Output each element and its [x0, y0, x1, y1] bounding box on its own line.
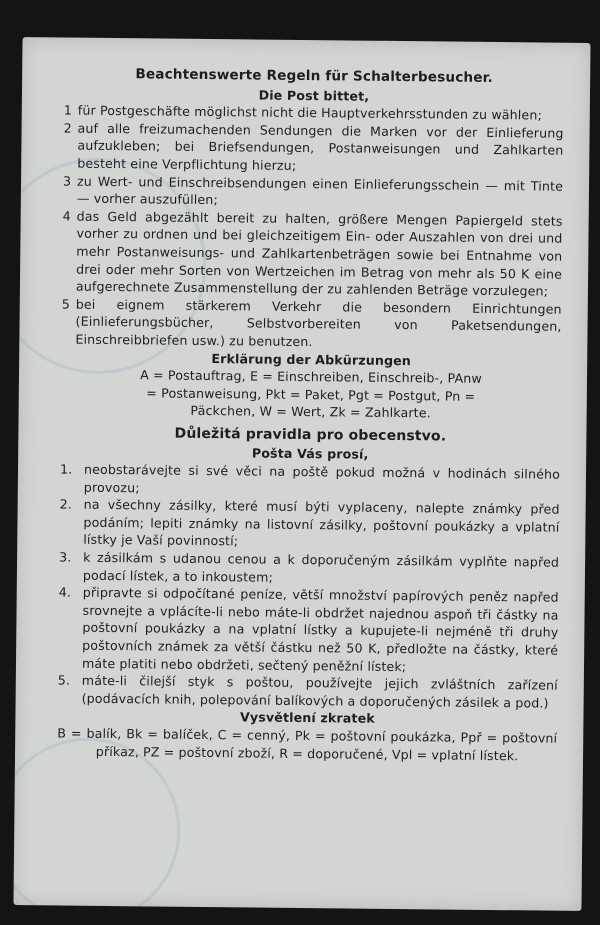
rule-text: k zásilkám s udanou cenou a k doporučeným zásilkám vyplňte napřed podací lístek, a to inkoustem;	[82, 549, 560, 585]
rule-text: bei eignem stärkerem Verkehr die besondern Einrichtungen (Einlieferungsbücher, Selbstvorbereiten von Paketsendungen, Einschreibbriefen usw.) zu benutzen.	[75, 296, 562, 350]
czech-rule-3	[59, 548, 559, 588]
german-rule-5	[61, 295, 562, 353]
rule-text: das Geld abgezählt bereit zu halten, größere Mengen Papiergeld stets vorher zu ordnen und bei gleichzeitigem Ein- oder Auszahlen von drei und mehr Postanweisungs- und Zahlkartenbeträgen sowie bei Entnahme von drei oder mehr Sorten von Wertzeichen im Betrag von mehr als 50 K eine aufgerechnete Zusammenstellung der zu zahlenden Beträge vorzulegen;	[75, 208, 563, 299]
german-rule-4	[62, 207, 563, 300]
rule-number: 1.	[59, 461, 73, 477]
rule-text: zu Wert- und Einschreibsendungen einen Einlieferungsschein — mit Tinte — vorher auszufüllen;	[76, 173, 564, 208]
rule-number: 4	[62, 208, 71, 224]
german-abbreviation-line: Päckchen, W = Wert, Zk = Zahlkarte.	[190, 403, 431, 421]
czech-abbreviation-line: B = balík, Bk = balíček, C = cenný, Pk = poštovní poukázka, Ppř = poštovní příkaz, PZ = poštovní zboží, R = doporučené, Vpl = vplatní lístek.	[57, 725, 558, 763]
card-text	[57, 65, 564, 764]
czech-rule-1	[60, 461, 560, 501]
czech-title: Důležitá pravidla pro obecenstvo.	[174, 425, 447, 445]
german-rule-3	[63, 172, 563, 212]
german-rule-2	[63, 119, 564, 177]
rule-text: neobstarávejte si své věci na poště pokud možná v hodinách silného provozu;	[83, 461, 561, 495]
czech-rule-5	[58, 672, 558, 712]
czech-rule-4	[58, 584, 559, 677]
rule-number: 1	[63, 102, 73, 118]
post-office-rules-card	[13, 37, 590, 911]
rule-text: für Postgeschäfte möglichst nicht die Hauptverkehrsstunden zu wählen;	[77, 102, 542, 123]
rule-text: máte-li čilejší styk s poštou, používejte jejich zvláštních zařízení (podávacích knih, polepování balíkových a doporučených zásilek a pod.)	[81, 672, 558, 711]
german-subtitle: Die Post bittet,	[258, 87, 370, 104]
german-abbreviation-line: A = Postauftrag, E = Einschreiben, Einschreib-, PAnw	[140, 367, 482, 386]
german-abbreviations-heading: Erklärung der Abkürzungen	[211, 350, 412, 368]
rule-number: 5	[61, 296, 71, 312]
rule-number: 2.	[59, 496, 73, 512]
faded-postmark-bottom	[13, 737, 181, 911]
rule-text: připravte si odpočítané peníze, větší množství papírových peněz napřed srovnejte a vplácíte-li nebo máte-li obdržet najednou aspoň tři částky na poštovní poukázky a na vplatní lístky a kupujete-li nejméně tři druhy poštovních známek za větší částku než 50 K, předložte na částky, které máte platiti nebo obdržeti, sečtený peněžní lístek;	[81, 584, 559, 674]
german-title: Beachtenswerte Regeln für Schalterbesucher.	[135, 66, 493, 86]
rule-number: 2	[63, 120, 72, 136]
rule-text: na všechny zásilky, které musí býti vyplaceny, nalepte známky před podáním; lepiti známky na listovní zásilky, poštovní poukázky a vplatní lístky je Vaší povinností;	[83, 496, 560, 549]
rule-number: 4.	[58, 584, 72, 600]
czech-rule-2	[59, 496, 560, 554]
czech-abbreviations-heading: Vysvětlení zkratek	[239, 709, 375, 727]
rule-number: 3.	[59, 549, 72, 565]
rule-number: 5.	[57, 672, 71, 688]
rule-text: auf alle freizumachenden Sendungen die Marken vor der Einlieferung aufzukleben; bei Briefsendungen, Postanweisungen und Zahlkarten besteht eine Verpflichtung hierzu;	[77, 120, 564, 173]
german-abbreviation-line: = Postanweisung, Pkt = Paket, Pgt = Postgut, Pn =	[146, 385, 476, 404]
rule-number: 3	[62, 173, 72, 189]
czech-subtitle: Pošta Vás prosí,	[251, 445, 369, 463]
